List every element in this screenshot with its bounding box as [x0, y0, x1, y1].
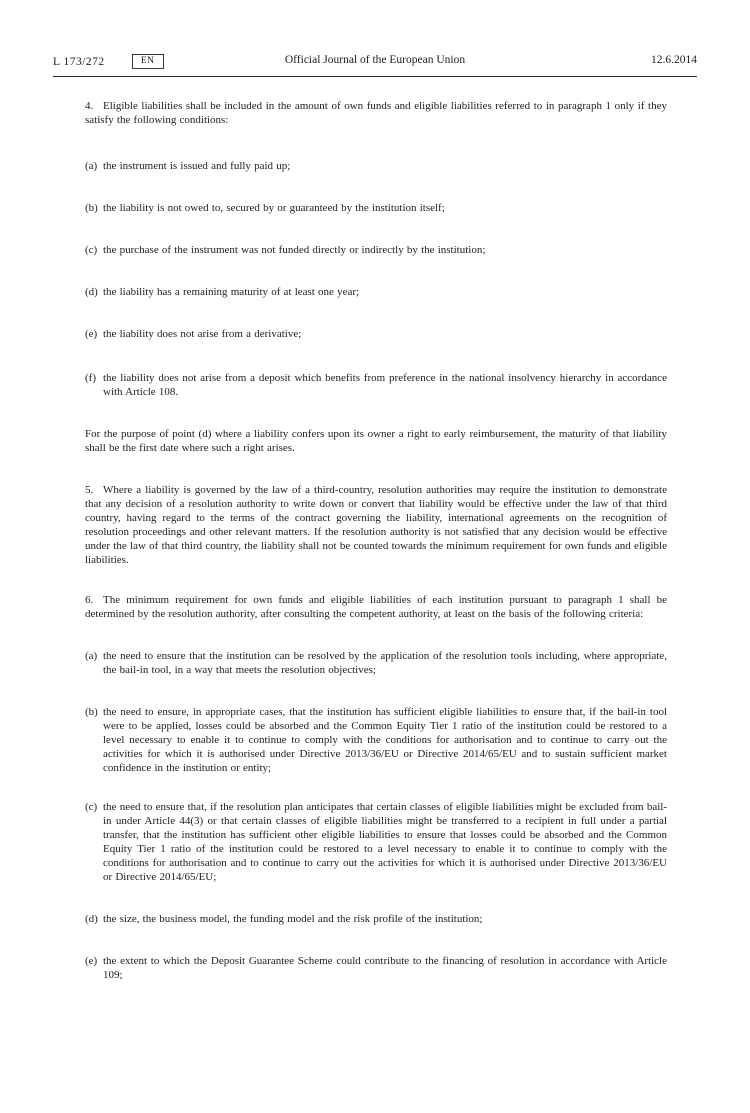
- list-item-6d-text: the size, the business model, the funding model and the risk profile of the institution;: [103, 913, 483, 925]
- list-item-6d: [85, 912, 667, 926]
- list-item-6b-label: (b): [85, 706, 98, 718]
- list-item-6a-text: the need to ensure that the institution can be resolved by the application of the resolution tools including, where appropriate, the bail-in tool, in a way that meets the resolution objectives;: [103, 650, 667, 676]
- list-item-6c-text: the need to ensure that, if the resolution plan anticipates that certain classes of eligible liabilities might be excluded from bail-in under Article 44(3) or that certain classes of eligible liabilities might be transferred to a recipient in full under a partial transfer, that the institution has sufficient other eligible liabilities to ensure that losses could be absorbed and the Common Equity Tier 1 ratio of the institution could be restored to a level necessary to enable it to continue to comply with the conditions for authorisation and to continue to carry out the activities for which it is authorised under Directive 2013/36/EU or Directive 2014/65/EU;: [103, 801, 667, 883]
- journal-title: Official Journal of the European Union: [284, 54, 466, 66]
- list-item-4c-text: the purchase of the instrument was not funded directly or indirectly by the institution;: [103, 244, 486, 256]
- list-item-6b: [85, 705, 667, 775]
- list-item-4e-text: the liability does not arise from a derivative;: [103, 328, 302, 340]
- paragraph-4-closing: For the purpose of point (d) where a liability confers upon its owner a right to early reimbursement, the maturity of that liability shall be the first date where such a right arises.: [85, 428, 667, 454]
- list-item-4d-label: (d): [85, 286, 98, 298]
- list-item-6b-text: the need to ensure, in appropriate cases, that the institution has sufficient eligible liabilities to ensure that, if the bail-in tool were to be applied, losses could be absorbed and the Common Equity Tier 1 ratio of the institution could be restored to a level necessary to enable it to continue to comply with the conditions for authorisation and to continue to carry out the activities for which it is authorised under Directive 2013/36/EU or Directive 2014/65/EU and to sustain sufficient market confidence in the institution or entity;: [103, 706, 667, 774]
- paragraph-6: [85, 593, 667, 621]
- list-item-4b-label: (b): [85, 202, 98, 214]
- paragraph-6-number: 6.: [85, 594, 94, 606]
- list-item-4a: [85, 159, 667, 173]
- document-body: [85, 77, 667, 982]
- list-item-6e-label: (e): [85, 955, 98, 967]
- list-item-4d: [85, 285, 667, 299]
- list-item-4c-label: (c): [85, 244, 98, 256]
- list-item-4a-text: the instrument is issued and fully paid up;: [103, 160, 291, 172]
- list-item-4d-text: the liability has a remaining maturity of at least one year;: [103, 286, 360, 298]
- list-item-6a: [85, 649, 667, 677]
- list-item-4b: [85, 201, 667, 215]
- paragraph-4: [85, 99, 667, 127]
- list-item-6c-label: (c): [85, 801, 98, 813]
- paragraph-6-text: The minimum requirement for own funds and eligible liabilities of each institution pursuant to paragraph 1 shall be determined by the resolution authority, after consulting the competent authority, at least on the basis of the following criteria:: [85, 594, 667, 620]
- paragraph-5: [85, 483, 667, 567]
- list-item-6d-label: (d): [85, 913, 98, 925]
- document-page: [0, 52, 750, 982]
- list-item-4b-text: the liability is not owed to, secured by or guaranteed by the institution itself;: [103, 202, 445, 214]
- paragraph-4-text: Eligible liabilities shall be included in the amount of own funds and eligible liabilities referred to in paragraph 1 only if they satisfy the following conditions:: [85, 100, 667, 126]
- list-item-6c: [85, 800, 667, 884]
- list-item-4c: [85, 243, 667, 257]
- page-reference: L 173/272: [53, 55, 105, 68]
- list-item-4f-label: (f): [85, 372, 96, 384]
- list-item-4e: [85, 327, 667, 341]
- list-item-4a-label: (a): [85, 160, 98, 172]
- language-badge: EN: [132, 54, 164, 69]
- list-item-6e: [85, 954, 667, 982]
- paragraph-5-number: 5.: [85, 484, 94, 496]
- paragraph-4-number: 4.: [85, 100, 94, 112]
- page-header: [53, 52, 697, 76]
- paragraph-5-text: Where a liability is governed by the law of a third-country, resolution authorities may require the institution to demonstrate that any decision of a resolution authority to write down or convert that liability would be effective under the law of that third country, having regard to the terms of the contract governing the liability, international agreements on the recognition of resolution proceedings and other relevant matters. If the resolution authority is not satisfied that any decision would be effective under the law of that third country, the liability shall not be counted towards the minimum requirement for own funds and eligible liabilities.: [85, 484, 667, 566]
- list-item-6e-text: the extent to which the Deposit Guarantee Scheme could contribute to the financing of resolution in accordance with Article 109;: [103, 955, 667, 981]
- list-item-6a-label: (a): [85, 650, 98, 662]
- list-item-4e-label: (e): [85, 328, 98, 340]
- list-item-4f: [85, 371, 667, 399]
- list-item-4f-text: the liability does not arise from a deposit which benefits from preference in the national insolvency hierarchy in accordance with Article 108.: [103, 372, 667, 398]
- issue-date: 12.6.2014: [651, 54, 697, 66]
